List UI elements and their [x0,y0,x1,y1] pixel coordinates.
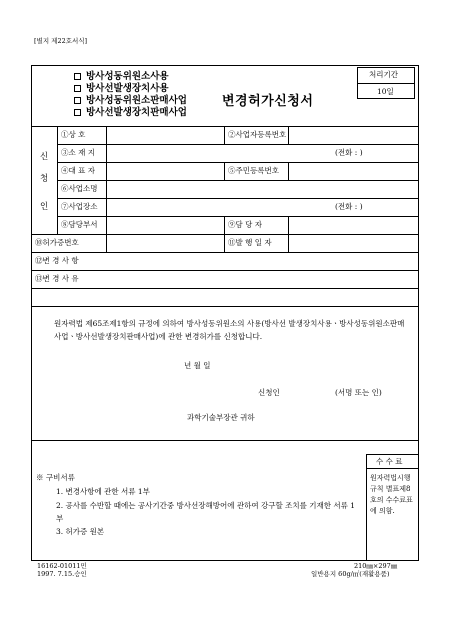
label-permit-no: ⑩허가증번호 [35,238,79,247]
applicant-side-3: 인 [40,202,49,212]
option-1: 방사성동위원소사용 [86,71,169,82]
paper-size: 210㎜×297㎜ [354,562,398,570]
attachments-heading: ※ 구비서류 [36,473,75,482]
attachment-item-2: 2. 공사를 수반할 때에는 공사기간중 방사선장해방어에 관하여 강구할 조치를 기재한 서류 1부 [56,501,355,523]
signature-or-seal: (서명 또는 인) [335,388,382,397]
date-line: 년 월 일 [184,361,211,370]
phone-field-2[interactable]: (전화 : ) [335,202,363,211]
label-business-name: ①상 호 [61,130,86,139]
option-2: 방사선발생장치사용 [86,83,169,94]
form-code: 16162-01011민 [37,562,87,570]
applicant-side-1: 신 [40,152,49,162]
phone-field-1[interactable]: (전화 : ) [335,148,363,157]
processing-period-value: 10일 [377,87,394,96]
option-3: 방사성동위원소판매사업 [86,95,187,106]
form-title: 변경허가신청서 [222,94,314,109]
checkbox-icon[interactable] [74,97,81,104]
label-resident-reg-no: ⑤주민등록번호 [228,166,279,175]
label-site-location: ⑦사업장소 [61,202,98,211]
form-number: [별지 제22호서식] [34,37,88,45]
checkbox-icon[interactable] [74,85,81,92]
label-person-in-charge: ⑨담 당 자 [228,220,263,229]
checkbox-icon[interactable] [74,109,81,116]
fee-text: 원자력법시행규칙 별표제8호의 수수료표에 의함. [370,474,413,515]
label-department: ⑧담당부서 [61,220,98,229]
label-changes: ⑫변 경 사 항 [35,256,79,265]
title-options [74,72,224,120]
label-business-reg-no: ②사업자등록번호 [228,130,287,139]
paper-spec: 일반용지 60g/㎡(재활용품) [311,570,390,578]
label-reason: ⑬변 경 사 유 [35,274,79,283]
applicant-side-2: 청 [40,174,49,184]
processing-period-label: 처리기간 [369,70,398,79]
applicant-signature-label: 신청인 [258,388,280,397]
addressee: 과학기술부장관 귀하 [187,413,255,422]
label-issue-date: ⑪발 행 일 자 [228,238,272,247]
application-paragraph: 원자력법 제65조제1항의 규정에 의하여 방사성동위원소의 사용(방사선 발생장치사용ㆍ방사성동위원소판매사업ㆍ방사선발생장치판매사업)에 관한 변경허가를 신청합니다. [54,319,405,341]
checkbox-icon[interactable] [74,73,81,80]
option-4: 방사선발생장치판매사업 [86,107,187,118]
label-site-name: ⑥사업소명 [61,184,98,193]
attachment-item-1: 1. 변경사항에 관한 서류 1부 [56,487,150,496]
label-address: ③소 재 지 [61,148,96,157]
fee-heading: 수 수 료 [376,457,403,466]
attachment-item-3: 3. 허가증 원본 [56,527,105,536]
label-representative: ④대 표 자 [61,166,96,175]
approval-date: 1997. 7.15.승인 [37,570,87,578]
